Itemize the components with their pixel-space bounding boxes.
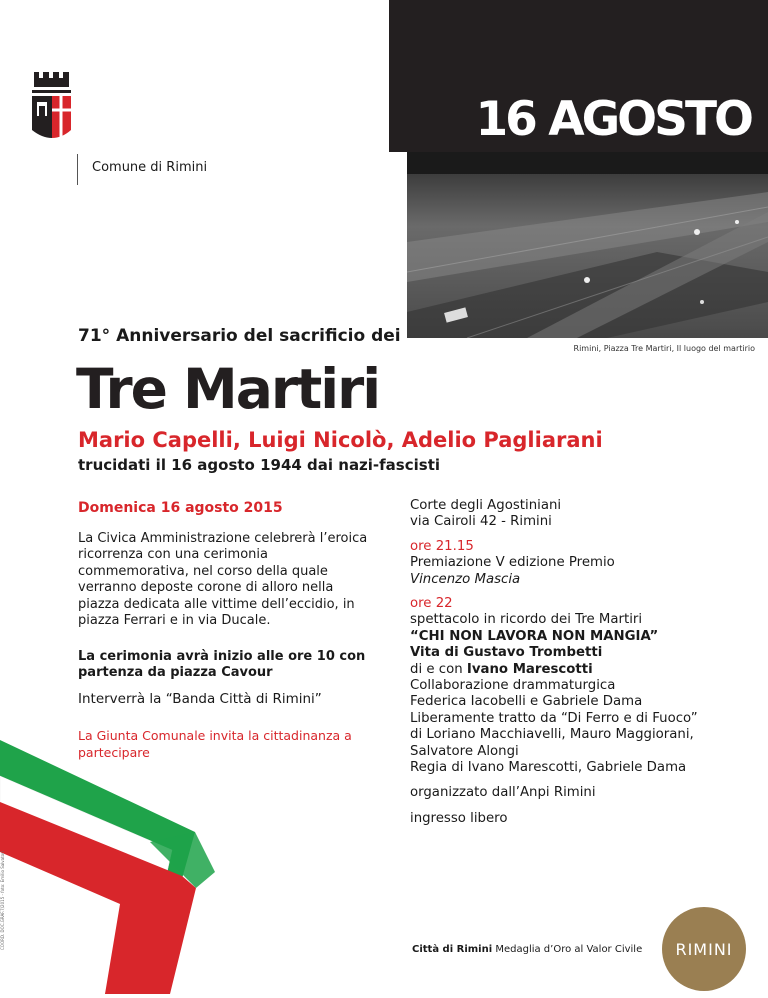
divider <box>77 154 78 185</box>
invitation: La Giunta Comunale invita la cittadinanza a partecipare <box>78 728 352 760</box>
martyrs-names: Mario Capelli, Luigi Nicolò, Adelio Pagliarani <box>78 428 603 452</box>
organizer: organizzato dall’Anpi Rimini <box>410 784 596 800</box>
footer-city: Città di Rimini <box>412 944 493 955</box>
venue: Corte degli Agostiniani <box>410 498 562 513</box>
piazza-photo <box>407 152 768 338</box>
tricolour-ribbons <box>0 740 400 994</box>
show-title: “CHI NON LAVORA NON MANGIA” <box>410 628 659 644</box>
band-note: Interverrà la “Banda Città di Rimini” <box>78 690 322 707</box>
direction: Regia di Ivano Marescotti, Gabriele Dama <box>410 760 687 776</box>
by-name: Ivano Marescotti <box>466 661 593 677</box>
address: via Cairoli 42 - Rimini <box>410 514 552 530</box>
footer-medal: Medaglia d’Oro al Valor Civile <box>492 944 643 955</box>
time-2: ore 22 <box>410 596 453 612</box>
left-column <box>78 500 373 761</box>
event-1-name: Vincenzo Mascia <box>410 571 521 587</box>
footer-line <box>412 944 642 955</box>
collab: Collaborazione drammaturgica <box>410 678 616 694</box>
right-column <box>410 498 740 827</box>
subtitle: trucidati il 16 agosto 1944 dai nazi-fascisti <box>78 456 441 474</box>
anniversary-line: 71° Anniversario del sacrificio dei <box>78 326 401 346</box>
comune-label: Comune di Rimini <box>92 160 208 175</box>
inspired-by: Liberamente tratto da “Di Ferro e di Fuoco” <box>410 710 698 726</box>
rimini-badge-logo: RIMINI <box>662 907 746 991</box>
photo-caption: Rimini, Piazza Tre Martiri, Il luogo del martirio <box>573 344 755 353</box>
main-title: Tre Martiri <box>76 357 380 421</box>
print-credit: COORD. DOC.GRAF.7/2015 - foto: Emilio Salvatori <box>0 851 5 950</box>
date-title: 16 AGOSTO <box>475 92 751 147</box>
ceremony-start: La cerimonia avrà inizio alle ore 10 con partenza da piazza Cavour <box>78 648 366 680</box>
event-1: Premiazione V edizione Premio <box>410 555 615 571</box>
time-1: ore 21.15 <box>410 538 474 554</box>
event-date: Domenica 16 agosto 2015 <box>78 500 283 516</box>
rimini-crest-logo <box>28 72 78 146</box>
authors-2: Salvatore Alongi <box>410 743 519 759</box>
ceremony-description: La Civica Amministrazione celebrerà l’eroica ricorrenza con una cerimonia commemorativa, nel corso della quale verranno deposte corone di alloro nella piazza dedicata alle vittime dell’eccidio, in piazza Ferrari e in via Ducale. <box>78 530 368 628</box>
entry: ingresso libero <box>410 810 508 826</box>
authors-1: di Loriano Macchiavelli, Mauro Maggiorani, <box>410 727 694 743</box>
event-2: spettacolo in ricordo dei Tre Martiri <box>410 612 643 628</box>
collab-names: Federica Iacobelli e Gabriele Dama <box>410 694 643 710</box>
show-subtitle: Vita di Gustavo Trombetti <box>410 645 603 661</box>
by-prefix: di e con <box>410 661 467 677</box>
show-author <box>410 662 740 678</box>
